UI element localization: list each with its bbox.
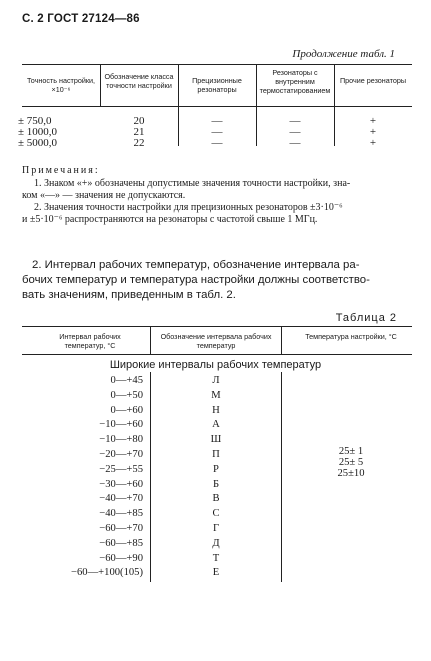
tuning-value: 25± 5 xyxy=(338,457,364,468)
section-2-paragraph xyxy=(22,258,414,303)
table-2-interval-cell: −10—+80 xyxy=(99,434,143,446)
table-2-interval-cell: −30—+60 xyxy=(99,478,143,490)
notes-title: Примечания: xyxy=(22,165,100,176)
table-1-precision-cell: — xyxy=(211,115,223,127)
table-2-section-heading: Широкие интервалы рабочих температур xyxy=(109,359,322,371)
table-2-top-rule xyxy=(22,326,412,327)
table-1-thermo-cell: — xyxy=(289,115,301,127)
table-2-interval-cell: −60—+70 xyxy=(99,523,143,534)
table-1-class-cell: 22 xyxy=(133,137,145,149)
table-2-divider xyxy=(281,372,282,582)
table-1-precision-cell: — xyxy=(211,126,223,138)
table-2-code-cell: Л xyxy=(212,375,220,386)
table-2-code-cell: Ш xyxy=(210,434,222,446)
table-1-accuracy-cell: ± 750,0 xyxy=(18,115,52,127)
table-1-precision-cell: — xyxy=(211,137,223,149)
note-1-line-2: ком «—» — значения не допускаются. xyxy=(22,190,186,201)
paragraph-line: 2. Интервал рабочих температур, обозначение интервала ра- xyxy=(32,259,360,271)
table-2-header-code: Обозначение интервала рабочих температур xyxy=(160,332,272,350)
table-1-class-cell: 21 xyxy=(133,126,145,138)
table-2-interval-cell: 0—+45 xyxy=(110,375,143,386)
table-2-code-cell: П xyxy=(212,449,220,460)
table-2-code-cell: М xyxy=(211,389,221,401)
table-2-interval-cell: −25—+55 xyxy=(99,463,143,475)
table-1-accuracy-cell: ± 1000,0 xyxy=(18,126,58,138)
table-2-interval-cell: −20—+70 xyxy=(99,449,143,460)
table-1-header-rule xyxy=(22,106,412,107)
table-2-code-cell: Б xyxy=(212,478,220,490)
table-2-code-cell: Д xyxy=(212,537,220,549)
table-2-header-rule xyxy=(22,354,412,355)
table-1-header-class: Обозначение класса точности настройки xyxy=(104,72,174,90)
table-2-tuning-values xyxy=(296,446,406,479)
table-1-top-rule xyxy=(22,64,412,65)
table-2-interval-cell: −60—+90 xyxy=(99,552,143,564)
table-2-interval-cell: 0—+60 xyxy=(110,404,143,416)
table-1-class-cell: 20 xyxy=(133,115,145,127)
table-continuation-label: Продолжение табл. 1 xyxy=(292,48,395,60)
table-2-code-cell: Е xyxy=(212,567,220,579)
table-2-header-interval: Интервал рабочих температур, °С xyxy=(59,332,121,350)
table-2-code-cell: Н xyxy=(212,404,220,416)
table-2-code-cell: Г xyxy=(212,523,220,534)
table-2-interval-cell: −60—+85 xyxy=(99,537,143,549)
table-2-header-tuning: Температура настройки, °С xyxy=(305,332,397,341)
note-2-line-2: и ±5·10⁻⁶ распространяются на резонаторы с частотой свыше 1 МГц. xyxy=(22,214,318,225)
table-2-code-cell: Р xyxy=(213,463,219,475)
paragraph-line: вать значениям, приведенным в табл. 2. xyxy=(22,289,236,301)
table-2-interval-cell: −10—+60 xyxy=(99,419,143,431)
table-2-interval-cell: −40—+70 xyxy=(99,493,143,505)
tuning-value: 25±10 xyxy=(337,468,365,479)
page-header: С. 2 ГОСТ 27124—86 xyxy=(22,13,140,25)
table-1-header-precision: Прецизионные резонаторы xyxy=(192,76,242,94)
table-2-interval-cell: 0—+50 xyxy=(110,389,143,401)
paragraph-line: бочих температур и температура настройки должны соответство- xyxy=(22,274,370,286)
table-2-divider xyxy=(150,372,151,582)
table-1-thermo-cell: — xyxy=(289,137,301,149)
table-1-header-thermo: Резонаторы с внутренним термостатированием xyxy=(259,68,331,95)
tuning-value: 25± 1 xyxy=(338,446,364,457)
table-1-header-accuracy: Точность настройки, ×10⁻⁶ xyxy=(26,76,96,94)
table-2-interval-cell: −40—+85 xyxy=(99,508,143,520)
table-2-caption: Таблица 2 xyxy=(335,312,397,324)
table-1-other-cell: + xyxy=(369,126,377,138)
note-2-line-1: 2. Значения точности настройки для прецизионных резонаторов ±3·10⁻⁶ xyxy=(34,202,343,213)
table-2-code-cell: Т xyxy=(212,552,220,564)
note-1-line-1: 1. Знаком «+» обозначены допустимые значения точности настройки, зна- xyxy=(34,178,351,189)
table-1-thermo-cell: — xyxy=(289,126,301,138)
table-1-header-other: Прочие резонаторы xyxy=(340,76,406,85)
table-1-other-cell: + xyxy=(369,115,377,127)
table-2-code-cell: В xyxy=(212,493,220,505)
table-2-divider xyxy=(281,326,282,354)
table-1-other-cell: + xyxy=(369,137,377,149)
table-2-code-cell: А xyxy=(212,419,220,431)
table-2-interval-cell: −60—+100(105) xyxy=(71,567,143,579)
table-1-accuracy-cell: ± 5000,0 xyxy=(18,137,58,149)
table-2-divider xyxy=(150,326,151,354)
table-2-code-cell: С xyxy=(212,508,220,520)
